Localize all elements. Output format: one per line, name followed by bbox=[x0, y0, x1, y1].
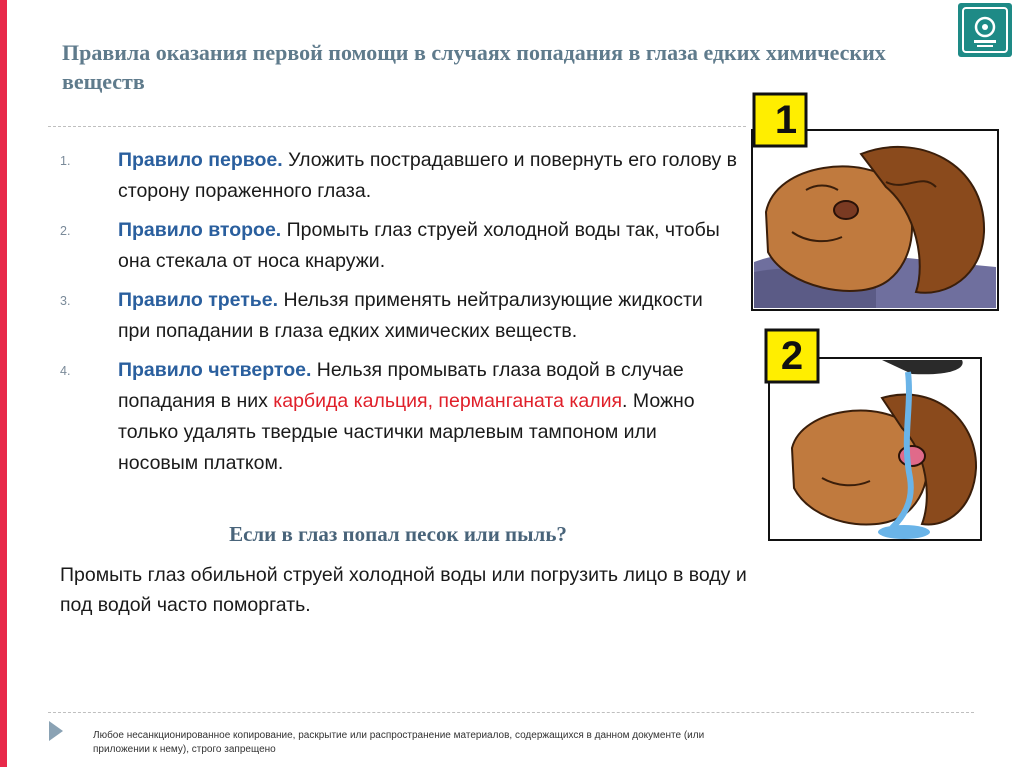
rule-number: 3. bbox=[60, 294, 71, 308]
rule-heading: Правило первое. bbox=[118, 149, 283, 171]
rule-text: Уложить пострадавшего и повернуть его голову в сторону пораженного глаза. bbox=[118, 149, 737, 202]
rule-text: Нельзя применять нейтрализующие жидкости при попадании в глаза едких химических веществ. bbox=[118, 289, 703, 342]
bottom-divider bbox=[48, 712, 974, 713]
rule-number: 1. bbox=[60, 154, 71, 168]
footer-arrow-icon bbox=[49, 721, 63, 741]
rule-number: 4. bbox=[60, 364, 71, 378]
rule-number: 2. bbox=[60, 224, 71, 238]
step-1-badge-label: 1 bbox=[774, 98, 798, 142]
step-2-badge-label: 2 bbox=[780, 334, 804, 378]
accent-bar bbox=[0, 0, 7, 767]
rule-item bbox=[60, 285, 740, 347]
question-heading: Если в глаз попал песок или пыль? bbox=[229, 522, 567, 546]
footer-disclaimer: Любое несанкционированное копирование, раскрытие или распространение материалов, содержащихся в данном документе (или приложении к нему), строго запрещено bbox=[93, 730, 705, 755]
rule-item bbox=[60, 355, 740, 479]
top-divider bbox=[48, 126, 746, 127]
rule-heading: Правило четвертое. bbox=[118, 359, 312, 381]
rules-list bbox=[60, 145, 740, 487]
rule-text-end: . Можно только удалять твердые частички марлевым тампоном или носовым платком. bbox=[118, 390, 695, 474]
rule-heading: Правило второе. bbox=[118, 219, 282, 241]
rule-item bbox=[60, 145, 740, 207]
page-title: Правила оказания первой помощи в случаях попадания в глаза едких химических веществ bbox=[62, 40, 886, 94]
logo-icon bbox=[958, 3, 1012, 57]
logo bbox=[958, 3, 1012, 57]
illustration-2 bbox=[762, 328, 984, 545]
rule-text: Нельзя промывать глаза водой в случае попадания в них bbox=[118, 359, 684, 412]
rule-highlight: карбида кальция, перманганата калия bbox=[273, 390, 623, 412]
rule-text: Промыть глаз струей холодной воды так, чтобы она стекала от носа кнаружи. bbox=[118, 219, 720, 272]
rule-item bbox=[60, 215, 740, 277]
illustration-1 bbox=[746, 92, 1003, 316]
rule-heading: Правило третье. bbox=[118, 289, 279, 311]
answer-text: Промыть глаз обильной струей холодной воды или погрузить лицо в воду и под водой часто поморгать. bbox=[60, 564, 747, 616]
